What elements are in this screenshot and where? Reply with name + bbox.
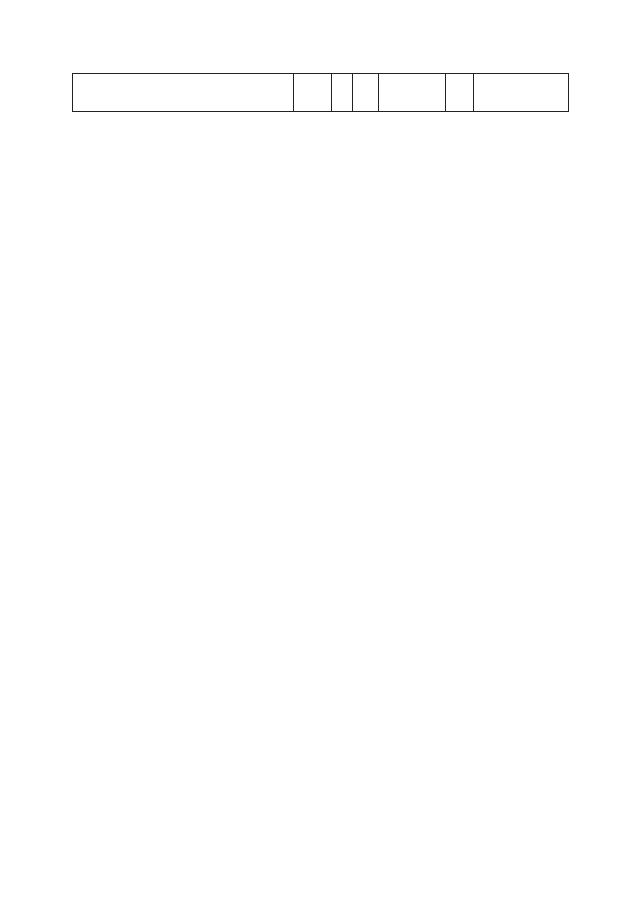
table-header xyxy=(72,73,569,112)
header-pr xyxy=(353,74,379,112)
header-sum xyxy=(474,74,569,112)
header-csr xyxy=(379,74,446,112)
header-min xyxy=(294,74,332,112)
header-name xyxy=(73,74,294,112)
header-rz xyxy=(332,74,353,112)
header-vr xyxy=(446,74,474,112)
